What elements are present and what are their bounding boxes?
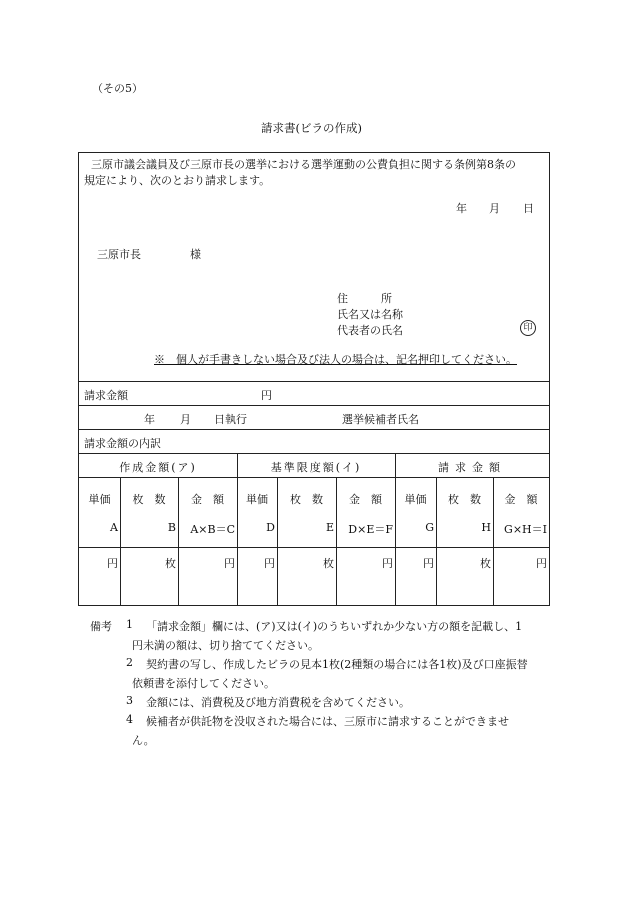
rule: [79, 429, 549, 430]
col-h-unit: 枚: [480, 557, 491, 570]
claim-amount-unit: 円: [261, 389, 272, 402]
intro-line-1: 三原市議会議員及び三原市長の選挙における選挙運動の公費負担に関する条例第8条の: [91, 158, 516, 171]
election-executed: 日執行: [214, 413, 247, 426]
col-a-unit: 円: [107, 557, 118, 570]
note-number: 1: [126, 618, 133, 631]
note-line: 契約書の写し、作成したビラの見本1枚(2種類の場合には各1枚)及び口座振替: [146, 658, 528, 671]
representative-name-label: 代表者の氏名: [337, 324, 403, 337]
col-g-unit: 円: [423, 557, 434, 570]
addressee-name: 三原市長: [97, 248, 141, 261]
notes-heading: 備考: [90, 620, 112, 633]
seal-mark: 印: [520, 320, 536, 336]
note-line: 円未満の額は、切り捨ててください。: [132, 639, 319, 652]
note-line: ん。: [132, 734, 155, 747]
col-e-label: 枚 数: [290, 493, 323, 506]
note-number: 3: [126, 694, 133, 707]
rule: [79, 477, 549, 478]
date-day: 日: [523, 202, 534, 215]
col-a-code: A: [110, 521, 118, 534]
col-b-unit: 枚: [165, 557, 176, 570]
addressee-honorific: 様: [190, 248, 201, 261]
col-b-label: 枚 数: [132, 493, 166, 506]
form-number: （その5）: [92, 82, 143, 95]
col-b-code: B: [167, 521, 176, 534]
rule: [79, 453, 549, 454]
col-f-code: D×E＝F: [348, 523, 393, 536]
note-line: 候補者が供託物を没収された場合には、三原市に請求することができませ: [146, 715, 509, 728]
col-c-unit: 円: [224, 557, 235, 570]
rule: [79, 547, 549, 548]
claim-amount-label: 請求金額: [84, 389, 128, 402]
applicant-name-label: 氏名又は名称: [337, 308, 403, 321]
election-month: 月: [180, 413, 191, 426]
election-year: 年: [144, 413, 155, 426]
rule: [79, 405, 549, 406]
note-number: 2: [126, 656, 133, 669]
col-f-label: 金 額: [349, 493, 382, 506]
col-g-code: G: [425, 521, 434, 534]
col-d-unit: 円: [264, 557, 275, 570]
col-h-label: 枚 数: [448, 493, 481, 506]
col-f-unit: 円: [382, 557, 393, 570]
handwriting-note: ※ 個人が手書きしない場合及び法人の場合は、記名押印してください。: [154, 353, 517, 366]
rule: [79, 381, 549, 382]
group-header-claim: 請求金額: [438, 461, 506, 474]
col-i-code: G×H＝I: [504, 523, 547, 536]
date-month: 月: [489, 202, 500, 215]
col-h-code: H: [481, 521, 491, 534]
note-number: 4: [126, 713, 133, 726]
col-a-label: 単価: [88, 493, 111, 506]
group-header-creation: 作成金額(ア): [119, 461, 197, 474]
col-c-code: A×B＝C: [190, 523, 235, 536]
col-i-label: 金 額: [504, 493, 538, 506]
col-e-unit: 枚: [323, 557, 334, 570]
note-line: 金額には、消費税及び地方消費税を含めてください。: [146, 696, 410, 709]
breakdown-label: 請求金額の内訳: [84, 437, 161, 450]
col-d-code: D: [266, 521, 275, 534]
group-header-limit: 基準限度額(イ): [270, 461, 362, 474]
document-title: 請求書(ビラの作成): [261, 121, 362, 135]
col-d-label: 単価: [246, 493, 268, 506]
col-c-label: 金 額: [191, 493, 224, 506]
col-i-unit: 円: [536, 557, 547, 570]
candidate-name-label: 選挙候補者氏名: [342, 413, 419, 426]
date-year: 年: [456, 202, 467, 215]
intro-line-2: 規定により、次のとおり請求します。: [84, 174, 271, 187]
claim-form: [78, 152, 550, 606]
col-e-code: E: [325, 521, 334, 534]
applicant-address-label: 住 所: [337, 292, 392, 305]
col-g-label: 単価: [404, 493, 427, 506]
note-line: 依頼書を添付してください。: [132, 677, 275, 690]
note-line: 「請求金額」欄には、(ア)又は(イ)のうちいずれか少ない方の額を記載し、1: [146, 620, 523, 633]
